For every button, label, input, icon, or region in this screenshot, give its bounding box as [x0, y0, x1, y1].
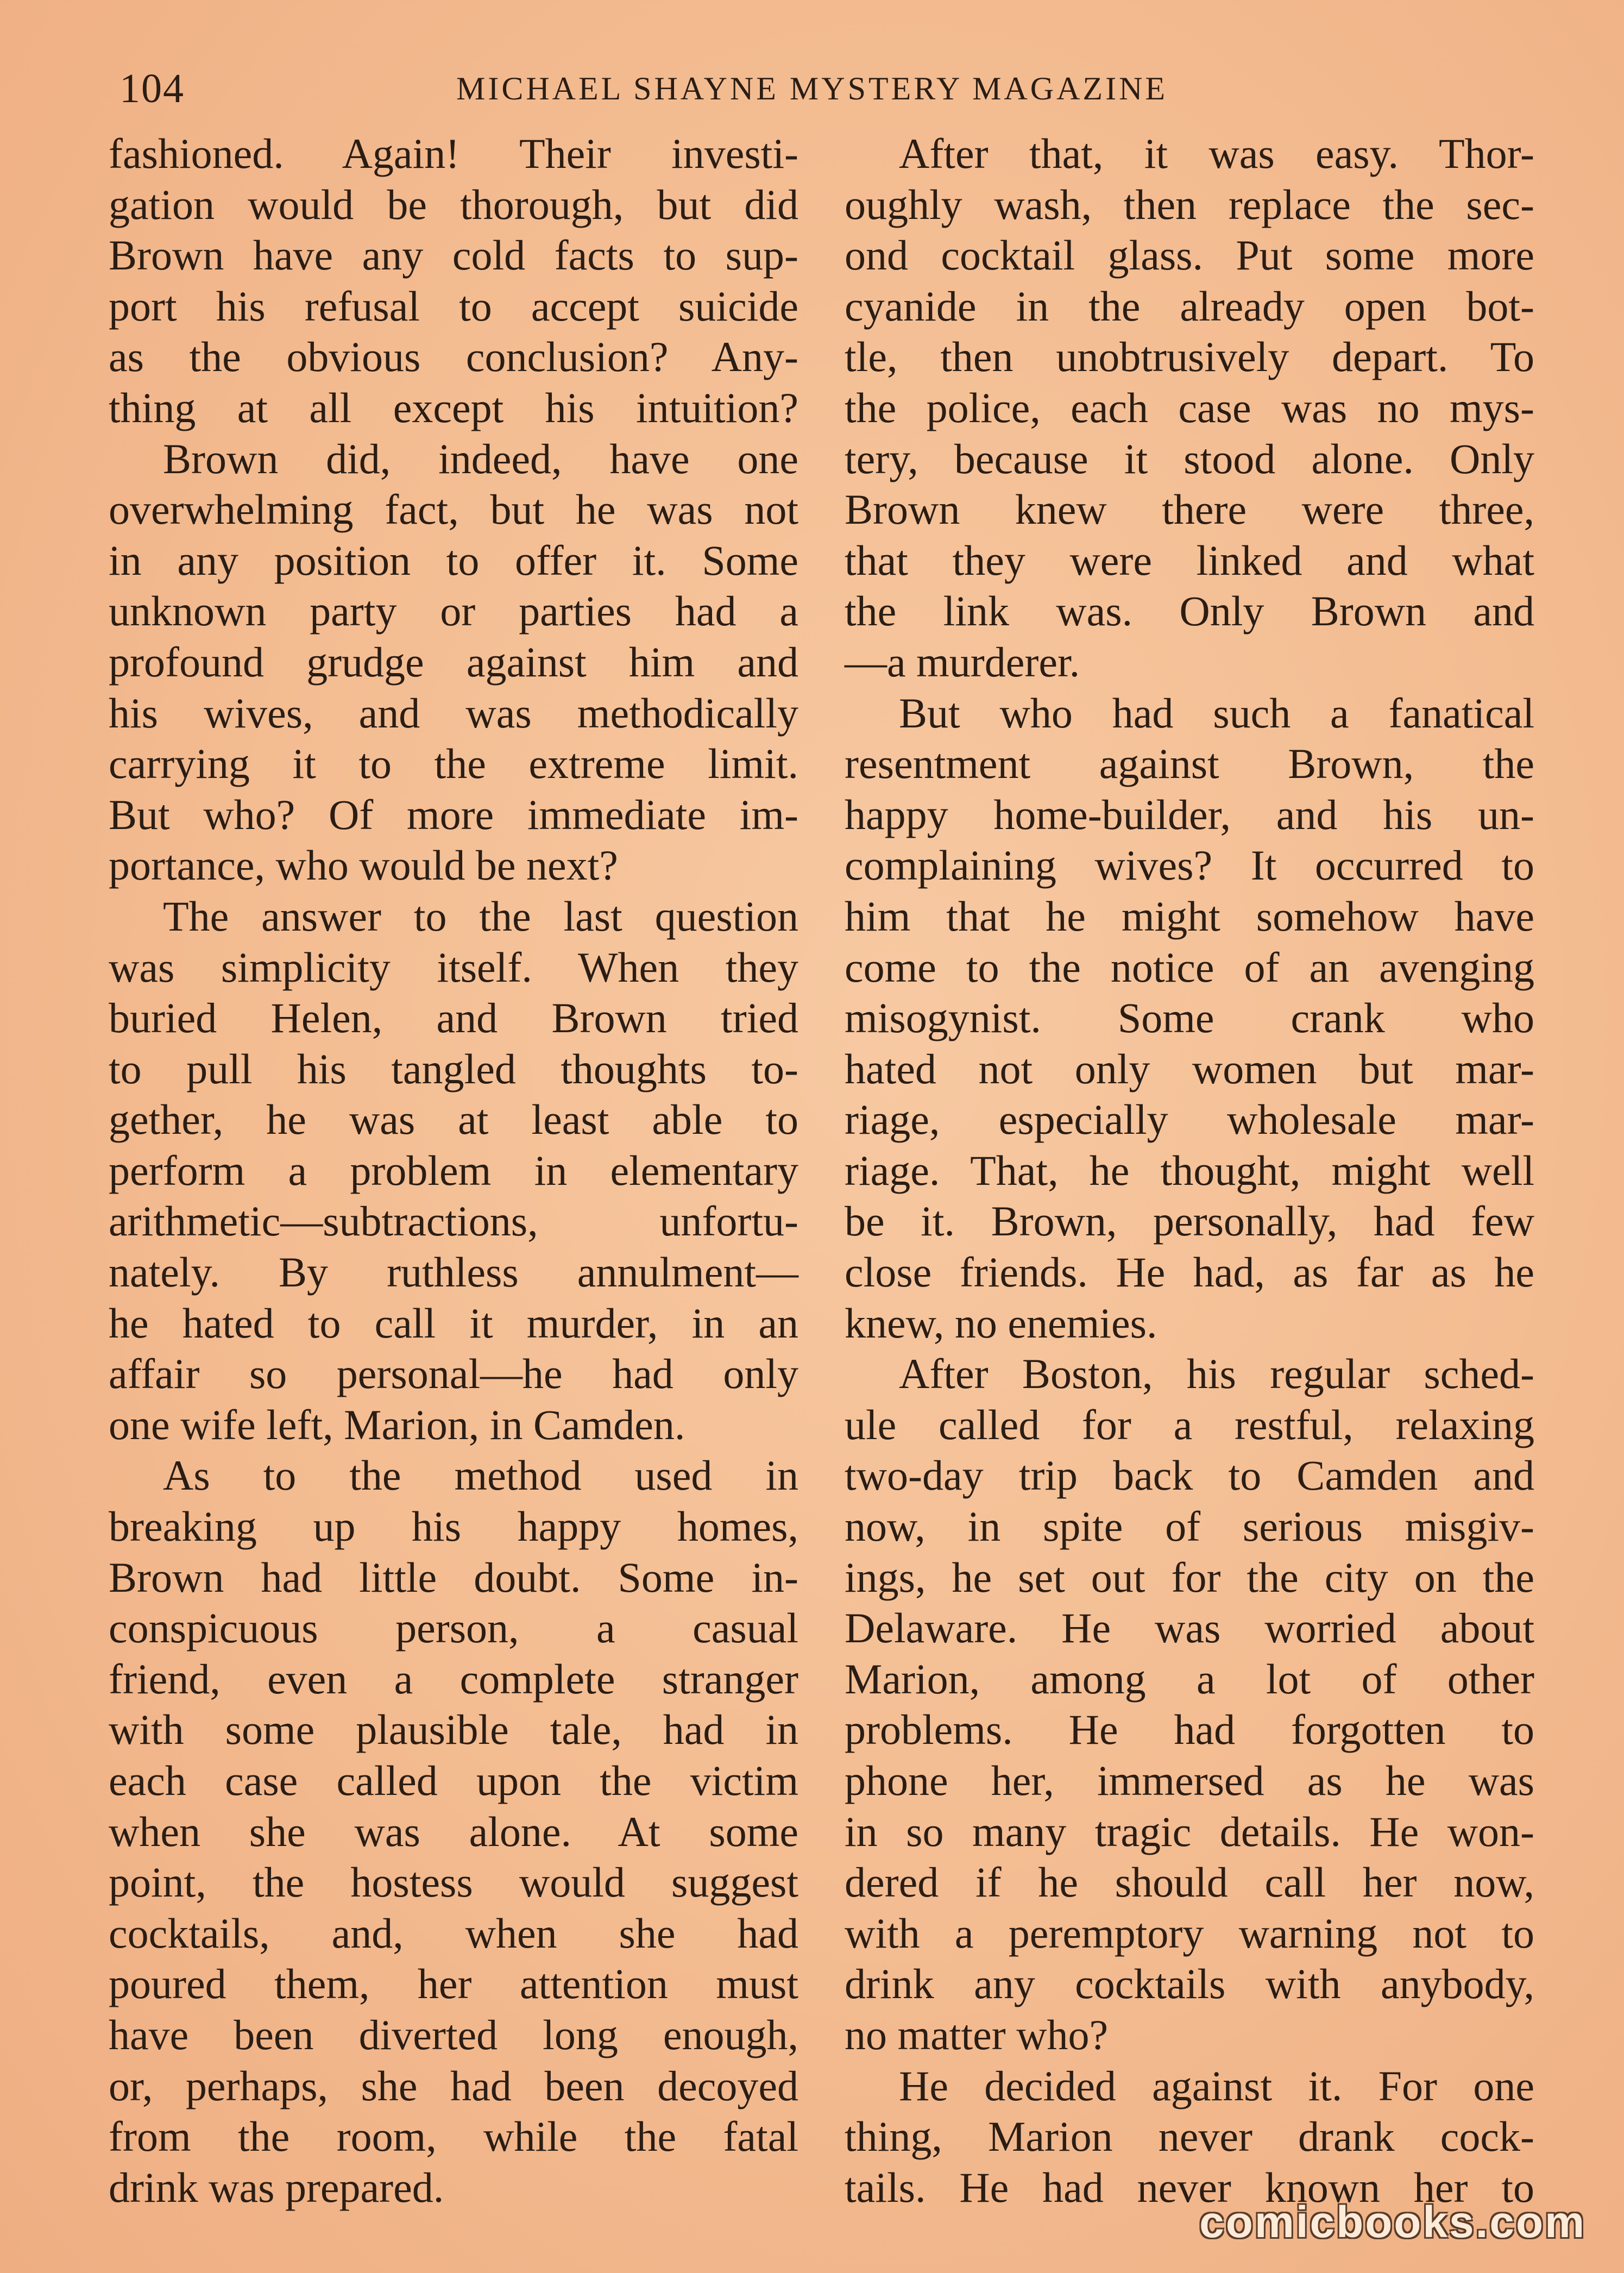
text-line: him that he might somehow have [845, 892, 1534, 940]
text-line: as the obvious conclusion? Any- [109, 333, 798, 381]
text-line: He decided against it. For one [899, 2062, 1534, 2109]
text-line: thing at all except his intuition? [109, 384, 798, 431]
text-line: carrying it to the extreme limit. [109, 740, 798, 788]
text-line: tery, because it stood alone. Only [845, 435, 1534, 482]
text-line: buried Helen, and Brown tried [109, 994, 798, 1042]
text-line: knew, no enemies. [845, 1299, 1157, 1347]
text-line: After that, it was easy. Thor- [899, 130, 1534, 177]
text-line: ings, he set out for the city on the [845, 1553, 1534, 1601]
text-line: was simplicity itself. When they [109, 943, 798, 991]
text-line: Marion, among a lot of other [845, 1655, 1534, 1703]
text-line: ule called for a restful, relaxing [845, 1401, 1534, 1448]
text-line: now, in spite of serious misgiv- [845, 1503, 1534, 1550]
text-line: the police, each case was no mys- [845, 384, 1534, 431]
text-line: problems. He had forgotten to [845, 1706, 1534, 1754]
text-line: resentment against Brown, the [845, 740, 1534, 788]
text-line: nately. By ruthless annulment— [109, 1248, 798, 1296]
text-line: Delaware. He was worried about [845, 1604, 1534, 1652]
text-line: drink was prepared. [109, 2163, 444, 2211]
text-line: happy home-builder, and his un- [845, 790, 1534, 838]
text-line: in any position to offer it. Some [109, 536, 798, 584]
text-line: But who had such a fanatical [899, 689, 1534, 737]
text-line: the link was. Only Brown and [845, 587, 1534, 635]
text-line: close friends. He had, as far as he [845, 1248, 1534, 1296]
text-line: with some plausible tale, had in [109, 1706, 798, 1754]
text-line: Brown did, indeed, have one [163, 435, 798, 482]
text-line: The answer to the last question [163, 892, 798, 940]
text-line: in so many tragic details. He won- [845, 1807, 1534, 1855]
text-line: portance, who would be next? [109, 842, 618, 889]
text-line: misogynist. Some crank who [845, 994, 1534, 1042]
text-line: profound grudge against him and [109, 638, 798, 686]
left-column [109, 128, 798, 2213]
text-line: phone her, immersed as he was [845, 1757, 1534, 1804]
page-number: 104 [119, 66, 185, 111]
text-line: tle, then unobtrusively depart. To [845, 333, 1534, 381]
text-line: But who? Of more immediate im- [109, 790, 798, 838]
text-line: unknown party or parties had a [109, 587, 798, 635]
text-line: riage, especially wholesale mar- [845, 1096, 1534, 1144]
text-line: poured them, her attention must [109, 1960, 798, 2008]
text-line: —a murderer. [845, 638, 1080, 686]
text-line: oughly wash, then replace the sec- [845, 180, 1534, 228]
text-line: After Boston, his regular sched- [899, 1350, 1534, 1398]
text-line: overwhelming fact, but he was not [109, 486, 798, 533]
text-line: riage. That, he thought, might well [845, 1146, 1534, 1194]
text-line: gation would be thorough, but did [109, 180, 798, 228]
text-line: affair so personal—he had only [109, 1350, 798, 1398]
watermark-logo: comicbooks.com [1199, 2197, 1586, 2247]
text-line: tails. He had never known her to [845, 2163, 1534, 2211]
text-line: breaking up his happy homes, [109, 1503, 798, 1550]
text-line: drink any cocktails with anybody, [845, 1960, 1534, 2008]
right-column [845, 128, 1534, 2213]
text-line: he hated to call it murder, in an [109, 1299, 798, 1347]
text-line: Brown have any cold facts to sup- [109, 231, 798, 279]
running-head: MICHAEL SHAYNE MYSTERY MAGAZINE [456, 71, 1168, 106]
page-header [109, 59, 1532, 118]
text-line: that they were linked and what [845, 536, 1534, 584]
text-line: to pull his tangled thoughts to- [109, 1045, 798, 1092]
text-line: one wife left, Marion, in Camden. [109, 1401, 685, 1448]
text-line: point, the hostess would suggest [109, 1858, 798, 1906]
text-line: cocktails, and, when she had [109, 1909, 798, 1957]
text-line: his wives, and was methodically [109, 689, 798, 737]
text-line: Brown knew there were three, [845, 486, 1534, 533]
text-line: be it. Brown, personally, had few [845, 1197, 1534, 1245]
text-line: arithmetic—subtractions, unfortu- [109, 1197, 798, 1245]
text-line: complaining wives? It occurred to [845, 842, 1534, 889]
text-line: Brown had little doubt. Some in- [109, 1553, 798, 1601]
text-line: dered if he should call her now, [845, 1858, 1534, 1906]
text-line: conspicuous person, a casual [109, 1604, 798, 1652]
text-line: each case called upon the victim [109, 1757, 798, 1804]
text-line: ond cocktail glass. Put some more [845, 231, 1534, 279]
text-line: when she was alone. At some [109, 1807, 798, 1855]
text-line: gether, he was at least able to [109, 1096, 798, 1144]
text-line: cyanide in the already open bot- [845, 282, 1534, 330]
text-line: with a peremptory warning not to [845, 1909, 1534, 1957]
text-line: come to the notice of an avenging [845, 943, 1534, 991]
text-line: from the room, while the fatal [109, 2113, 798, 2161]
text-line: or, perhaps, she had been decoyed [109, 2062, 798, 2109]
text-line: have been diverted long enough, [109, 2011, 798, 2058]
text-line: no matter who? [845, 2011, 1109, 2058]
text-line: perform a problem in elementary [109, 1146, 798, 1194]
text-line: As to the method used in [163, 1452, 798, 1499]
text-line: two-day trip back to Camden and [845, 1452, 1534, 1499]
text-line: port his refusal to accept suicide [109, 282, 798, 330]
text-line: fashioned. Again! Their investi- [109, 130, 798, 177]
text-line: thing, Marion never drank cock- [845, 2113, 1534, 2161]
text-line: friend, even a complete stranger [109, 1655, 798, 1703]
text-line: hated not only women but mar- [845, 1045, 1534, 1092]
